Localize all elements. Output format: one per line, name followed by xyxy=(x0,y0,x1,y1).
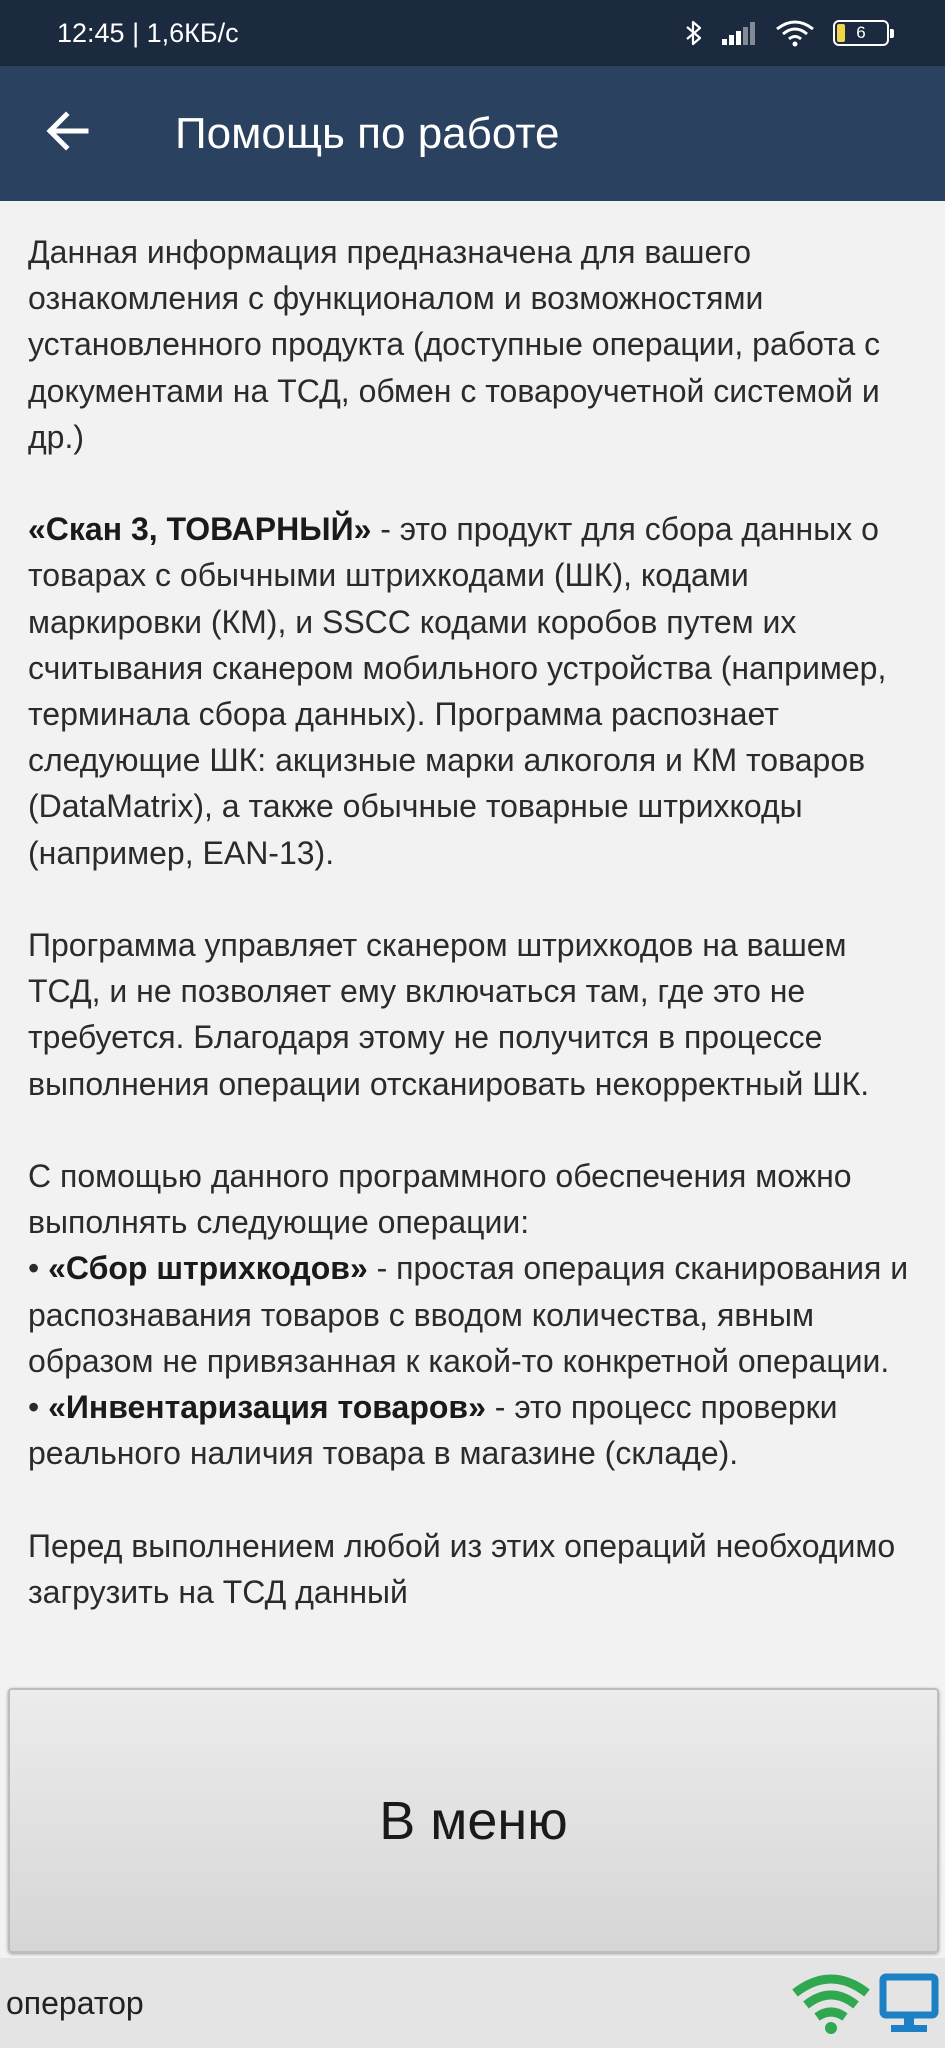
operation-description: - это процесс проверки реального наличия товара в магазине (складе). xyxy=(28,1389,838,1472)
scanner-paragraph: Программа управляет сканером штрихкодов на вашем ТСД, и не позволяет ему включаться там, где это не требуется. Благодаря этому не получится в процессе выполнения операции отсканировать некорректный ШК. xyxy=(28,927,870,1102)
bullet: • xyxy=(28,1250,49,1287)
list-item xyxy=(28,1384,915,1476)
bluetooth-icon xyxy=(685,19,703,47)
app-bar xyxy=(0,66,945,201)
wifi-icon xyxy=(775,19,815,47)
signal-icon xyxy=(721,21,757,45)
operation-name: «Инвентаризация товаров» xyxy=(48,1389,486,1426)
menu-button[interactable]: В меню xyxy=(8,1688,939,1953)
product-name: «Скан 3, ТОВАРНЫЙ» xyxy=(28,511,372,548)
bullet: • xyxy=(28,1389,49,1426)
footer-bar xyxy=(0,1958,945,2048)
intro-paragraph: Данная информация предназначена для вашего ознакомления с функционалом и возможностями установленного продукта (доступные операции, работа с документами на ТСД, обмен с товароучетной системой и др.) xyxy=(28,234,881,455)
status-bar xyxy=(0,0,945,66)
wifi-icon xyxy=(791,1971,871,2035)
arrow-left-icon xyxy=(46,111,90,156)
user-name: оператор xyxy=(6,1984,144,2021)
monitor-icon xyxy=(879,1971,939,2035)
operation-name: «Сбор штрихкодов» xyxy=(48,1250,368,1287)
help-content[interactable] xyxy=(0,201,945,1677)
operations-intro: С помощью данного программного обеспечения можно выполнять следующие операции: xyxy=(28,1158,852,1241)
back-button[interactable] xyxy=(28,94,108,174)
list-item xyxy=(28,1245,915,1384)
operations-paragraph xyxy=(28,1153,915,1476)
battery-fill xyxy=(837,24,845,42)
last-paragraph: Перед выполнением любой из этих операций необходимо загрузить на ТСД данный xyxy=(28,1527,896,1610)
page-title: Помощь по работе xyxy=(175,108,560,158)
battery-icon xyxy=(833,20,889,46)
status-time: 12:45 | 1,6КБ/с xyxy=(57,17,239,48)
product-description: - это продукт для сбора данных о товарах с обычными штрихкодами (ШК), кодами маркировки (КМ), и SSCC кодами коробов путем их считывания сканером мобильного устройства (например, терминала сбора данных). Программа распознает следующие ШК: акцизные марки алкоголя и КМ товаров (DataMatrix), а также обычные товарные штрихкоды (например, EAN-13). xyxy=(28,511,887,871)
operation-description: - простая операция сканирования и распознавания товаров с вводом количества, явным образом не привязанная к какой-то конкретной операции. xyxy=(28,1250,909,1379)
footer-icons xyxy=(791,1971,939,2035)
battery-level: 6 xyxy=(856,23,866,42)
product-paragraph xyxy=(28,506,915,876)
status-icons xyxy=(685,19,889,47)
